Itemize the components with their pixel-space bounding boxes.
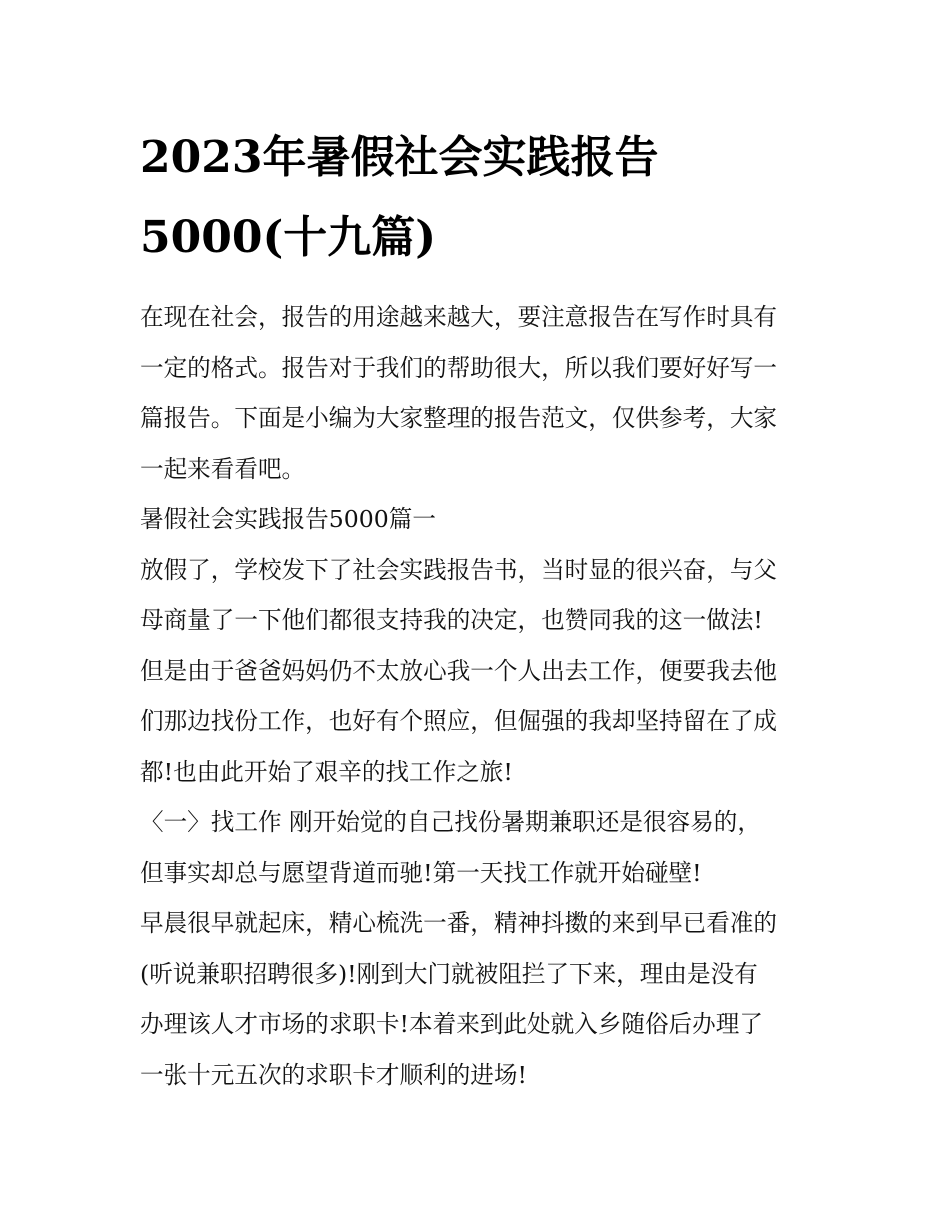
title-line-1: 2023年暑假社会实践报告 xyxy=(140,132,659,183)
body-line-8: 早晨很早就起床，精心梳洗一番，精神抖擞的来到早已看准的 xyxy=(140,909,778,937)
document-content xyxy=(140,118,816,1100)
body-line-7: 但事实却总与愿望背道而驰!第一天找工作就开始碰壁! xyxy=(140,858,702,887)
section-heading: 暑假社会实践报告5000篇一 xyxy=(140,505,436,533)
body-line-3: 但是由于爸爸妈妈仍不太放心我一个人出去工作，便要我去他 xyxy=(140,656,778,685)
body-line-5: 都!也由此开始了艰辛的找工作之旅! xyxy=(140,757,513,786)
body-line-9: (听说兼职招聘很多)!刚到大门就被阻拦了下来，理由是没有 xyxy=(140,959,758,988)
body-line-10: 办理该人才市场的求职卡!本着来到此处就入乡随俗后办理了 xyxy=(140,1010,763,1038)
document-title xyxy=(140,118,816,278)
body-line-1: 放假了，学校发下了社会实践报告书，当时显的很兴奋，与父 xyxy=(140,555,778,584)
body-line-4: 们那边找份工作，也好有个照应，但倔强的我却坚持留在了成 xyxy=(140,707,778,735)
body-line-2: 母商量了一下他们都很支持我的决定，也赞同我的这一做法! xyxy=(140,606,763,634)
title-line-2: 5000(十九篇) xyxy=(140,212,437,263)
intro-line-4: 一起来看看吧。 xyxy=(140,454,306,483)
body-line-11: 一张十元五次的求职卡才顺利的进场! xyxy=(140,1060,527,1089)
document-body xyxy=(140,292,816,1100)
intro-line-3: 篇报告。下面是小编为大家整理的报告范文，仅供参考，大家 xyxy=(140,404,778,432)
intro-line-2: 一定的格式。报告对于我们的帮助很大，所以我们要好好写一 xyxy=(140,353,778,382)
intro-line-1: 在现在社会，报告的用途越来越大，要注意报告在写作时具有 xyxy=(140,303,778,331)
body-line-6: 〈一〉找工作 刚开始觉的自己找份暑期兼职还是很容易的， xyxy=(140,808,761,836)
